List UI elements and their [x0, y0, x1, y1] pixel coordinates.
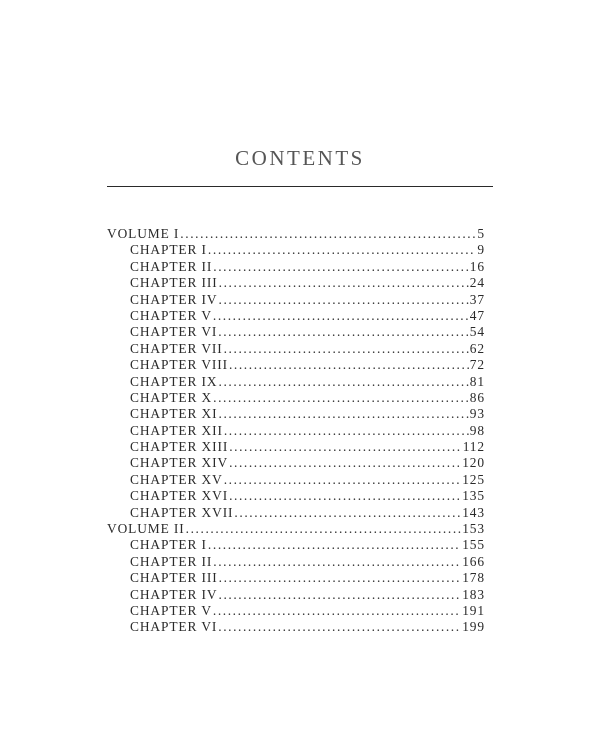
toc-page-number: 47 [469, 307, 485, 323]
toc-entry-label: CHAPTER IV [130, 291, 218, 307]
toc-entry-label: CHAPTER VI [130, 619, 218, 635]
dot-leader [224, 472, 462, 488]
toc-page-number: 183 [462, 586, 485, 602]
toc-entry-label: CHAPTER I [130, 537, 207, 553]
table-of-contents [107, 226, 485, 636]
dot-leader [229, 455, 461, 471]
toc-page-number: 93 [469, 406, 485, 422]
dot-leader [229, 488, 461, 504]
toc-entry-label: CHAPTER VI [130, 324, 218, 340]
dot-leader [186, 521, 462, 537]
toc-chapter-entry [107, 537, 485, 553]
toc-chapter-entry [107, 292, 485, 308]
toc-chapter-entry [107, 439, 485, 455]
dot-leader [234, 505, 461, 521]
dot-leader [219, 292, 469, 308]
toc-entry-label: VOLUME I [107, 226, 180, 241]
toc-page-number: 72 [469, 357, 485, 373]
toc-entry-label: CHAPTER VII [130, 340, 223, 356]
toc-page-number: 9 [477, 242, 485, 258]
toc-entry-label: CHAPTER III [130, 570, 218, 586]
toc-chapter-entry [107, 406, 485, 422]
toc-page-number: 81 [469, 373, 485, 389]
toc-page-number: 98 [469, 422, 485, 438]
dot-leader [218, 324, 469, 340]
toc-entry-label: CHAPTER IX [130, 373, 218, 389]
toc-entry-label: CHAPTER XIII [130, 439, 229, 455]
dot-leader [219, 570, 462, 586]
toc-entry-label: CHAPTER II [130, 553, 213, 569]
toc-entry-label: CHAPTER VIII [130, 357, 228, 373]
toc-page-number: 135 [462, 488, 485, 504]
toc-entry-label: CHAPTER XI [130, 406, 218, 422]
toc-entry-label: CHAPTER V [130, 602, 212, 618]
toc-chapter-entry [107, 242, 485, 258]
dot-leader [229, 357, 469, 373]
toc-chapter-entry [107, 275, 485, 291]
dot-leader [213, 390, 469, 406]
toc-chapter-entry [107, 308, 485, 324]
toc-chapter-entry [107, 472, 485, 488]
toc-entry-label: CHAPTER III [130, 275, 218, 291]
toc-page-number: 153 [462, 521, 485, 537]
toc-page-number: 125 [462, 471, 485, 487]
dot-leader [218, 619, 461, 635]
toc-entry-label: CHAPTER X [130, 389, 213, 405]
toc-entry-label: VOLUME II [107, 521, 185, 537]
toc-page-number: 37 [469, 291, 485, 307]
toc-entry-label: CHAPTER XII [130, 422, 223, 438]
dot-leader [219, 587, 462, 603]
title-divider [107, 186, 493, 187]
dot-leader [213, 603, 461, 619]
toc-chapter-entry [107, 603, 485, 619]
toc-entry-label: CHAPTER XVI [130, 488, 229, 504]
toc-chapter-entry [107, 324, 485, 340]
toc-chapter-entry [107, 587, 485, 603]
toc-volume-entry [107, 521, 485, 537]
toc-page-number: 120 [462, 455, 485, 471]
dot-leader [208, 242, 476, 258]
dot-leader [213, 308, 469, 324]
dot-leader [219, 406, 469, 422]
toc-page-number: 5 [477, 226, 485, 241]
dot-leader [180, 226, 476, 242]
dot-leader [224, 423, 469, 439]
toc-page-number: 24 [469, 275, 485, 291]
toc-entry-label: CHAPTER I [130, 242, 207, 258]
toc-page-number: 16 [469, 258, 485, 274]
toc-page-number: 155 [462, 537, 485, 553]
toc-chapter-entry [107, 619, 485, 635]
toc-entry-label: CHAPTER XVII [130, 504, 234, 520]
toc-chapter-entry [107, 505, 485, 521]
dot-leader [219, 275, 469, 291]
toc-page-number: 62 [469, 340, 485, 356]
toc-page-number: 54 [469, 324, 485, 340]
toc-entry-label: CHAPTER XV [130, 471, 223, 487]
dot-leader [208, 537, 461, 553]
toc-chapter-entry [107, 341, 485, 357]
page-title: CONTENTS [235, 146, 365, 170]
toc-chapter-entry [107, 390, 485, 406]
toc-page-number: 112 [462, 439, 485, 455]
dot-leader [213, 554, 461, 570]
toc-chapter-entry [107, 554, 485, 570]
toc-chapter-entry [107, 357, 485, 373]
toc-chapter-entry [107, 570, 485, 586]
toc-entry-label: CHAPTER V [130, 307, 212, 323]
toc-chapter-entry [107, 423, 485, 439]
toc-chapter-entry [107, 374, 485, 390]
dot-leader [219, 374, 469, 390]
toc-chapter-entry [107, 259, 485, 275]
dot-leader [224, 341, 469, 357]
toc-page-number: 178 [462, 570, 485, 586]
toc-page-number: 199 [462, 619, 485, 635]
toc-page-number: 191 [462, 602, 485, 618]
toc-page-number: 143 [462, 504, 485, 520]
dot-leader [229, 439, 461, 455]
toc-chapter-entry [107, 488, 485, 504]
toc-chapter-entry [107, 455, 485, 471]
toc-entry-label: CHAPTER II [130, 258, 213, 274]
dot-leader [213, 259, 469, 275]
toc-volume-entry [107, 226, 485, 242]
toc-page-number: 86 [469, 389, 485, 405]
toc-page-number: 166 [462, 553, 485, 569]
toc-entry-label: CHAPTER XIV [130, 455, 229, 471]
toc-entry-label: CHAPTER IV [130, 586, 218, 602]
